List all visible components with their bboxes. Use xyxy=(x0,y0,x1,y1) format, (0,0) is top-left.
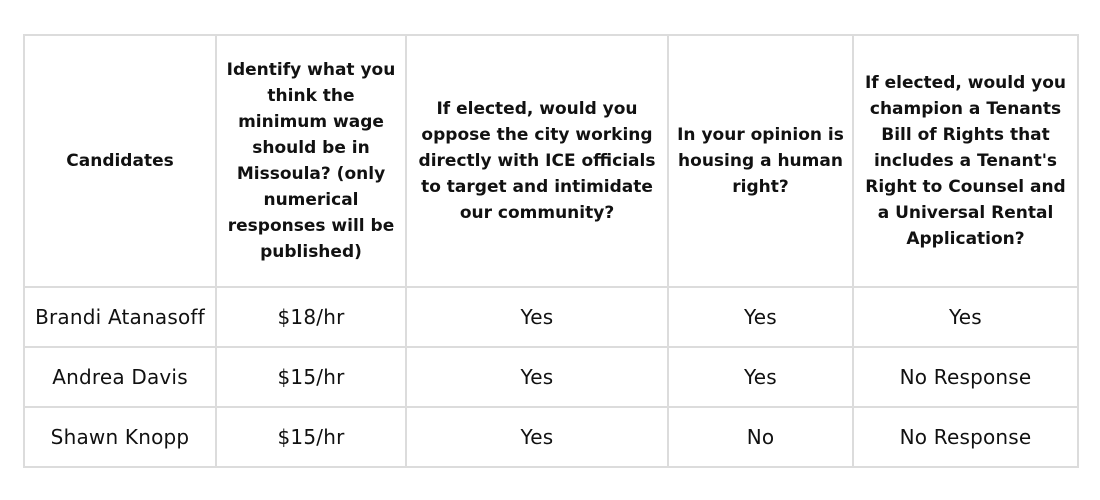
tenants-bill-answer: Yes xyxy=(853,287,1078,347)
housing-right-answer: Yes xyxy=(668,287,853,347)
header-minimum-wage-question: Identify what you think the minimum wage should be in Missoula? (only numerical responses will be published) xyxy=(216,35,406,287)
tenants-bill-answer: No Response xyxy=(853,347,1078,407)
candidate-name: Brandi Atanasoff xyxy=(24,287,216,347)
table-row xyxy=(24,407,1078,467)
candidate-name: Andrea Davis xyxy=(24,347,216,407)
header-housing-right-question: In your opinion is housing a human right? xyxy=(668,35,853,287)
housing-right-answer: No xyxy=(668,407,853,467)
ice-answer: Yes xyxy=(406,407,668,467)
housing-right-answer: Yes xyxy=(668,347,853,407)
header-candidates: Candidates xyxy=(24,35,216,287)
candidate-name: Shawn Knopp xyxy=(24,407,216,467)
ice-answer: Yes xyxy=(406,287,668,347)
minimum-wage-answer: $15/hr xyxy=(216,407,406,467)
minimum-wage-answer: $18/hr xyxy=(216,287,406,347)
header-row xyxy=(24,35,1078,287)
table-header xyxy=(24,35,1078,287)
table-body xyxy=(24,287,1078,467)
header-tenants-bill-question: If elected, would you champion a Tenants Bill of Rights that includes a Tenant's Right to Counsel and a Universal Rental Application? xyxy=(853,35,1078,287)
table-row xyxy=(24,287,1078,347)
ice-answer: Yes xyxy=(406,347,668,407)
minimum-wage-answer: $15/hr xyxy=(216,347,406,407)
table-row xyxy=(24,347,1078,407)
tenants-bill-answer: No Response xyxy=(853,407,1078,467)
candidate-survey-table xyxy=(23,34,1079,468)
header-ice-question: If elected, would you oppose the city working directly with ICE officials to target and intimidate our community? xyxy=(406,35,668,287)
